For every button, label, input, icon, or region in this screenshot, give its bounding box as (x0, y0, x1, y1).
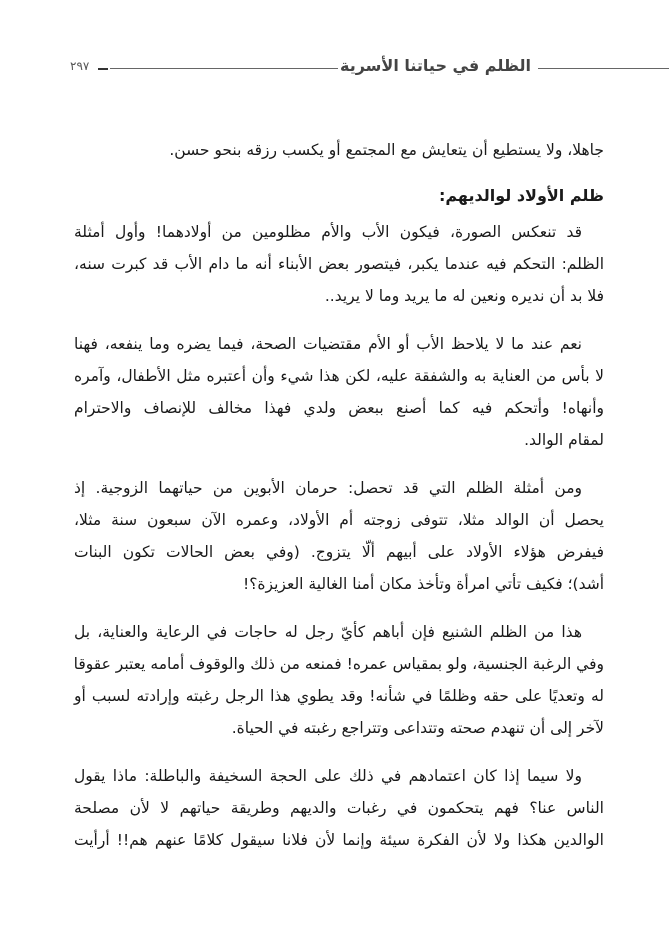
text-line: فيفرض هؤلاء الأولاد على أبيهم ألّا يتزوج. (وفي بعض الحالات تكون البنات (74, 543, 604, 561)
text-line: لآخر إلى أن تنهدم صحته وتتداعى وتتراجع رغبته في الحياة. (231, 719, 604, 737)
paragraph (74, 760, 604, 856)
text-line: قد تنعكس الصورة، فيكون الأب والأم مظلومين من أولادهما! وأول أمثلة (74, 223, 582, 241)
paragraph (74, 616, 604, 744)
paragraph (74, 328, 604, 456)
page-number-dash (98, 68, 108, 70)
continuation-paragraph (74, 134, 604, 166)
text-line: فلا بد أن نديره ونعين له ما يريد وما لا يريد.. (324, 287, 604, 305)
paragraph (74, 216, 604, 312)
text-line: هذا من الظلم الشنيع فإن أباهم كأيّ رجل له حاجات في الرعاية والعناية، بل (74, 623, 582, 641)
page-number: ٢٩٧ (70, 59, 90, 73)
text-line: وفي الرغبة الجنسية، ولو بمقياس عمره! فمنعه من ذلك والوقوف أمامه يعتبر عقوقا (73, 655, 604, 673)
text-line: ومن أمثلة الظلم التي قد تحصل: حرمان الأبوين من حياتهما الزوجية. إذ (74, 479, 582, 497)
running-header (58, 56, 669, 80)
text-line: الناس عنا؟ فهم يتحكمون في رغبات والديهم وطريقة حياتهم لا لأن مصلحة (74, 799, 604, 817)
header-rule-right (538, 68, 669, 69)
section-heading: ظلم الأولاد لوالديهم: (438, 186, 604, 205)
page-body (74, 134, 604, 872)
text-line: له وتعديًا على حقه وظلمًا في شأنه! وقد يطوي هذا الرجل رغبته وإرادته لسبب أو (74, 687, 604, 705)
running-title: الظلم في حياتنا الأسرية (340, 56, 531, 75)
text-line: لا بأس من العناية به والشفقة عليه، لكن هذا شيء وأن أعتبره مثل الأطفال، وآمره (74, 367, 604, 385)
text-line: الظلم: التحكم فيه عندما يكبر، فيتصور بعض الأبناء أنه ما دام الأب قد كبرت سنه، (74, 255, 604, 273)
paragraph (74, 472, 604, 600)
header-rule-left (110, 68, 338, 69)
text-line: لمقام الوالد. (524, 431, 604, 449)
text-line: وأنهاه! وأتحكم فيه كما أصنع ببعض ولدي فهذا مخالف للإنصاف والاحترام (74, 399, 604, 417)
text-line: أشد)؛ فكيف تأتي امرأة وتأخذ مكان أمنا الغالية العزيزة؟! (242, 575, 604, 593)
text-line: يحصل أن الوالد مثلا، تتوفى زوجته أم الأولاد، وعمره الآن سبعون سنة مثلا، (74, 511, 604, 529)
text-line: ولا سيما إذا كان اعتمادهم في ذلك على الحجة السخيفة والباطلة: ماذا يقول (74, 767, 582, 785)
text-line: نعم عند ما لا يلاحظ الأب أو الأم مقتضيات الصحة، فيما يضره وما ينفعه، فهنا (74, 335, 582, 353)
text-line: الوالدين هكذا ولا لأن الفكرة سيئة وإنما لأن فلانا سيقول كلامًا عنهم هم!! أرأيت (74, 831, 604, 849)
text-line: جاهلا، ولا يستطيع أن يتعايش مع المجتمع أو يكسب رزقه بنحو حسن. (169, 141, 604, 159)
